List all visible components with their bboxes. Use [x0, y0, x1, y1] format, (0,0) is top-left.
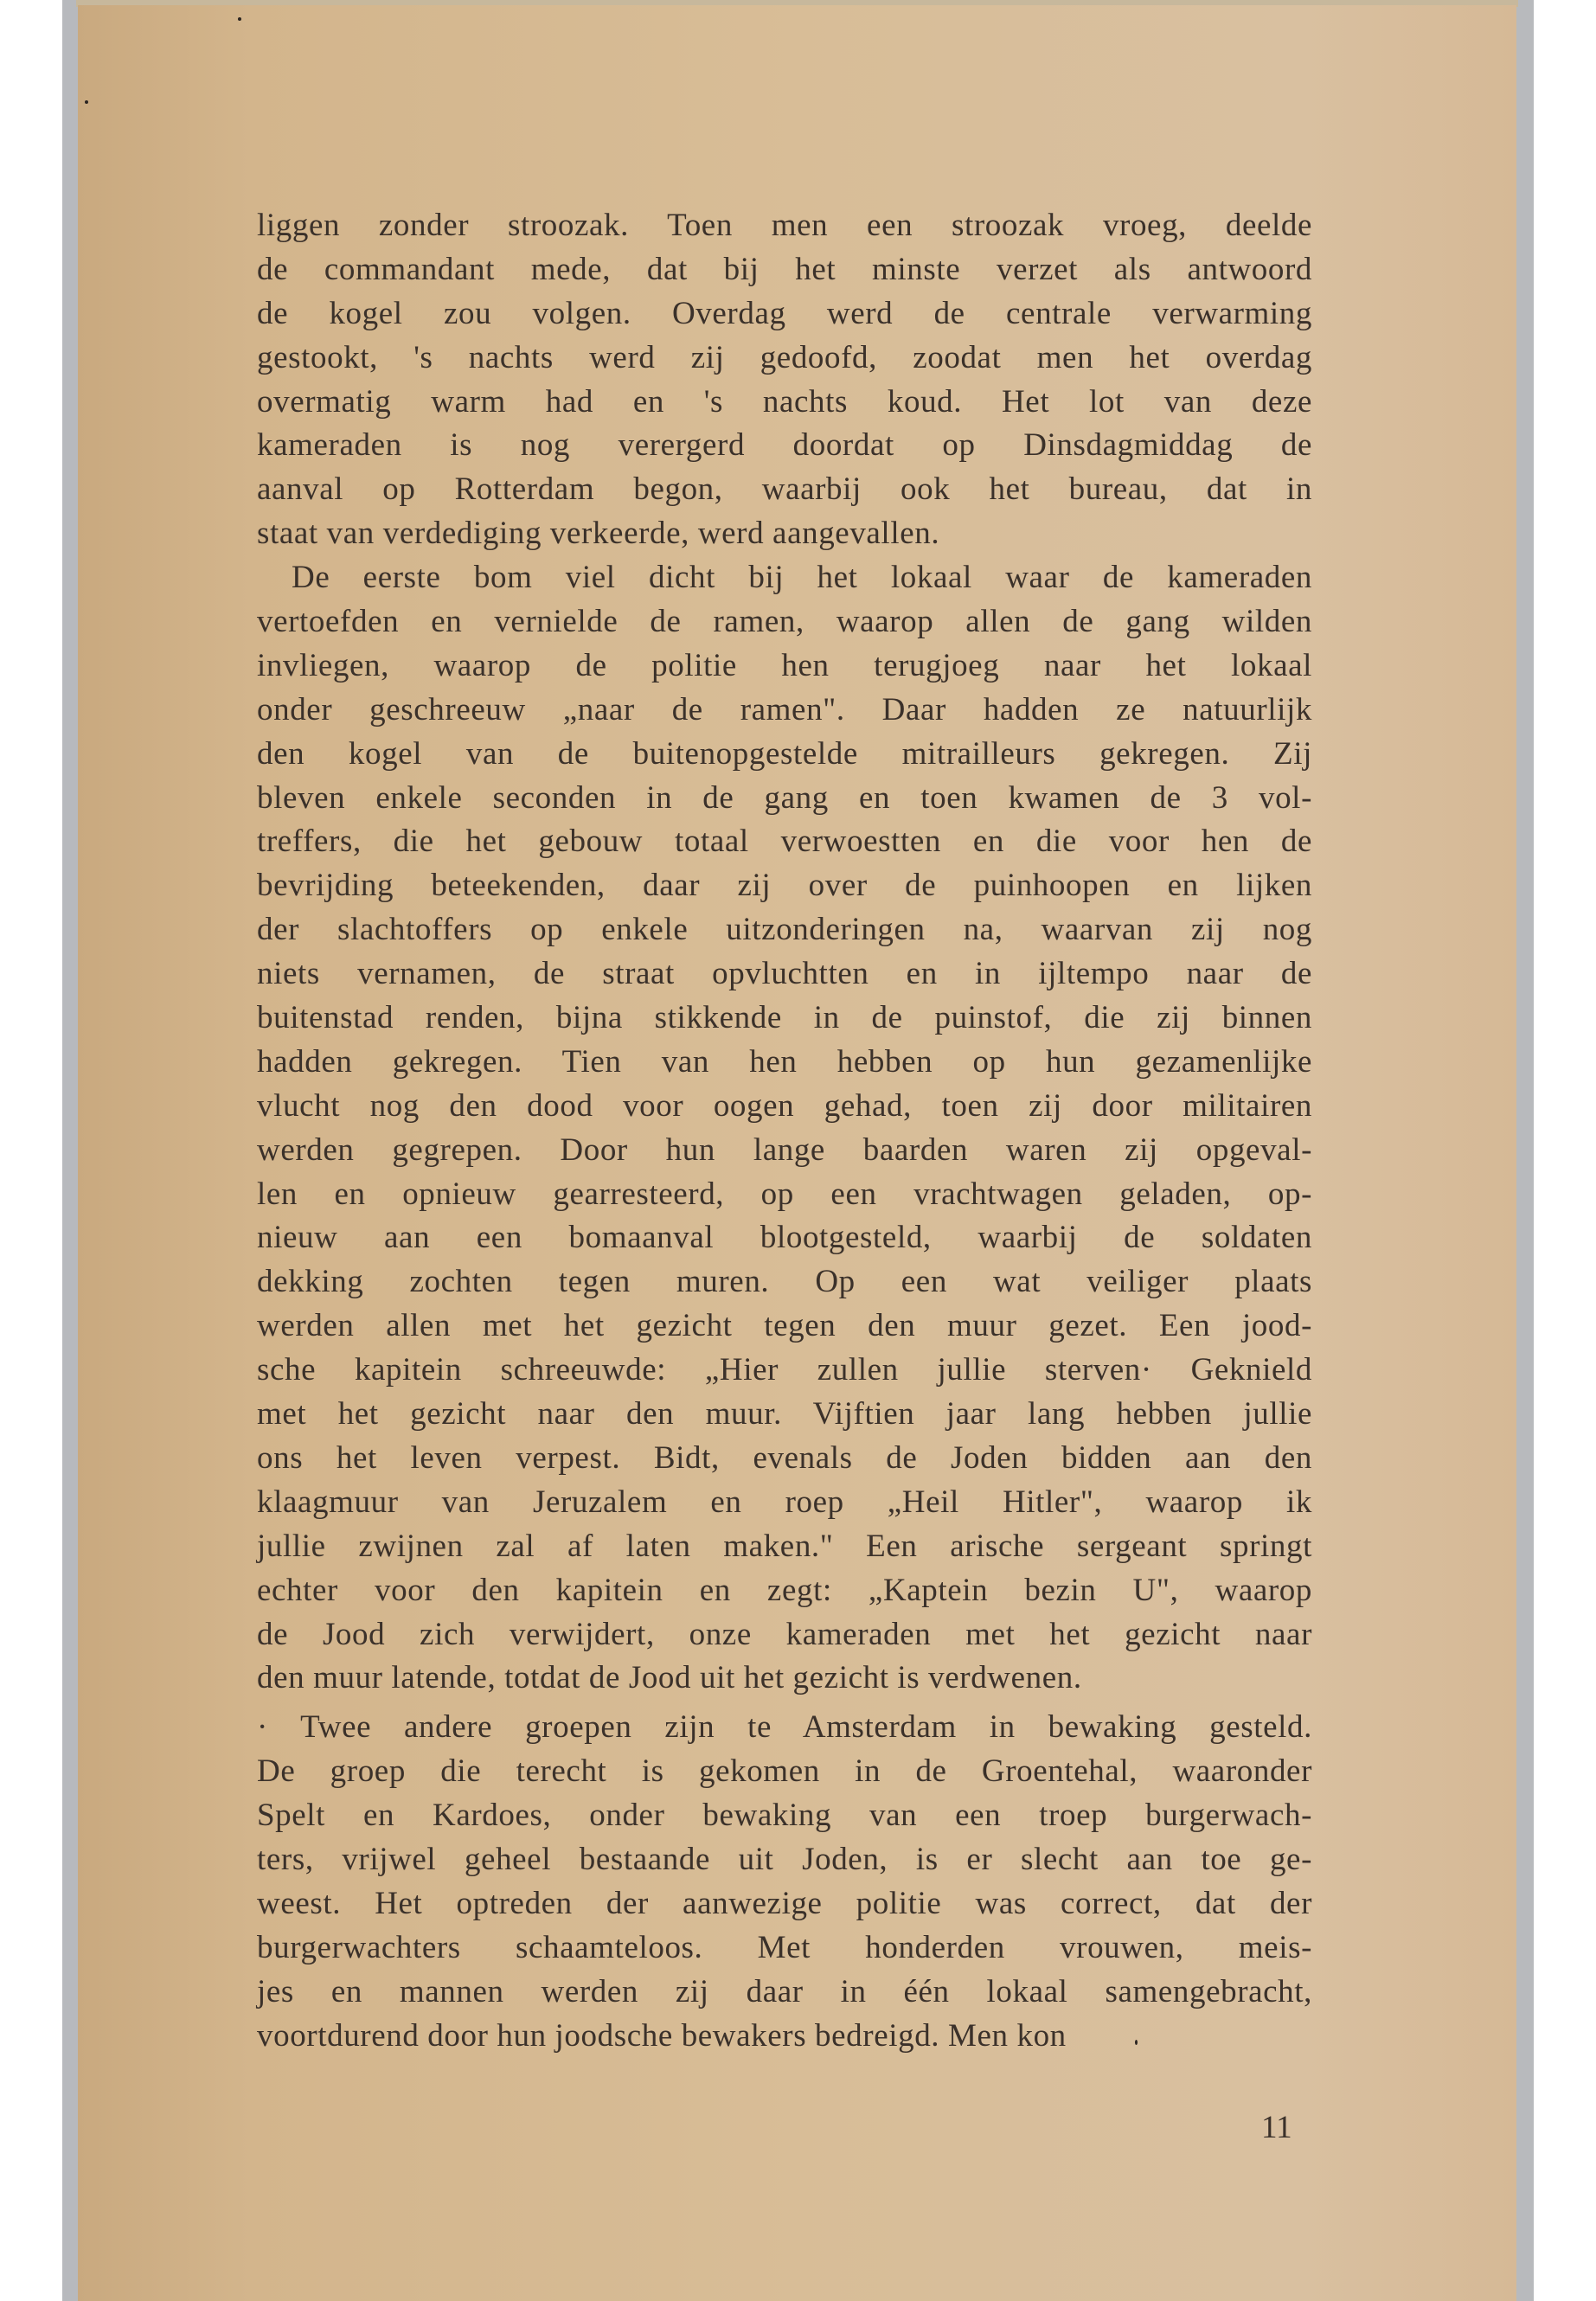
text-line: dekking zochten tegen muren. Op een wat veiliger plaats — [257, 1264, 1312, 1300]
text-line: werden gegrepen. Door hun lange baarden waren zij opgeval- — [257, 1131, 1312, 1168]
text-line: len en opnieuw gearresteerd, op een vrachtwagen geladen, op- — [257, 1176, 1312, 1212]
text-line: den muur latende, totdat de Jood uit het gezicht is verdwenen. — [257, 1660, 1082, 1696]
text-line: nieuw aan een bomaanval blootgesteld, waarbij de soldaten — [257, 1220, 1312, 1256]
body-text — [257, 204, 1312, 2058]
text-line: staat van verdediging verkeerde, werd aangevallen. — [257, 516, 940, 552]
text-line: klaagmuur van Jeruzalem en roep „Heil Hitler", waarop ik — [257, 1484, 1312, 1520]
text-line: · Twee andere groepen zijn te Amsterdam in bewaking gesteld. — [257, 1709, 1312, 1746]
paragraph — [257, 204, 1312, 556]
text-line: vertoefden en vernielde de ramen, waarop allen de gang wilden — [257, 604, 1312, 640]
text-line: ons het leven verpest. Bidt, evenals de Joden bidden aan den — [257, 1439, 1312, 1476]
text-line: voortdurend door hun joodsche bewakers bedreigd. Men kon — [257, 2017, 1067, 2054]
text-line: De eerste bom viel dicht bij het lokaal waar de kameraden — [292, 560, 1312, 596]
text-line: vlucht nog den dood voor oogen gehad, toen zij door militairen — [257, 1087, 1312, 1124]
text-line: gestookt, 's nachts werd zij gedoofd, zoodat men het overdag — [257, 339, 1312, 375]
paragraph — [257, 556, 1312, 1701]
text-line: jullie zwijnen zal af laten maken." Een arische sergeant springt — [257, 1528, 1312, 1564]
text-line: buitenstad renden, bijna stikkende in de puinstof, die zij binnen — [257, 1000, 1312, 1036]
text-line: echter voor den kapitein en zegt: „Kaptein bezin U", waarop — [257, 1572, 1312, 1608]
page-number: 11 — [1261, 2110, 1292, 2145]
paper-speck — [238, 17, 241, 21]
text-line: den kogel van de buitenopgestelde mitrailleurs gekregen. Zij — [257, 735, 1312, 772]
text-line: aanval op Rotterdam begon, waarbij ook het bureau, dat in — [257, 471, 1312, 508]
text-line: werden allen met het gezicht tegen den muur gezet. Een jood- — [257, 1308, 1312, 1344]
text-line: overmatig warm had en 's nachts koud. Het lot van deze — [257, 383, 1312, 420]
text-line: sche kapitein schreeuwde: „Hier zullen jullie sterven· Geknield — [257, 1352, 1312, 1388]
text-line: hadden gekregen. Tien van hen hebben op hun gezamenlijke — [257, 1043, 1312, 1080]
text-line: kameraden is nog verergerd doordat op Dinsdagmiddag de — [257, 427, 1312, 464]
text-line: der slachtoffers op enkele uitzonderingen na, waarvan zij nog — [257, 912, 1312, 948]
text-line: Spelt en Kardoes, onder bewaking van een troep burgerwach- — [257, 1798, 1312, 1834]
paper-speck — [85, 100, 88, 104]
text-line: ters, vrijwel geheel bestaande uit Joden, is er slecht aan toe ge- — [257, 1841, 1312, 1877]
scan-edge-left — [62, 0, 78, 2301]
scan-edge-right — [1516, 0, 1534, 2301]
text-line: liggen zonder stroozak. Toen men een stroozak vroeg, deelde — [257, 208, 1312, 243]
text-line: bleven enkele seconden in de gang en toen kwamen de 3 vol- — [257, 779, 1312, 816]
text-line: jes en mannen werden zij daar in één lokaal samengebracht, — [257, 1973, 1312, 2009]
text-line: de commandant mede, dat bij het minste verzet als antwoord — [257, 251, 1312, 287]
paragraph — [257, 1706, 1312, 2058]
text-line: De groep die terecht is gekomen in de Groentehal, waaronder — [257, 1753, 1312, 1790]
text-line: niets vernamen, de straat opvluchtten en in ijltempo naar de — [257, 956, 1312, 992]
text-line: met het gezicht naar den muur. Vijftien jaar lang hebben jullie — [257, 1396, 1312, 1433]
text-line: burgerwachters schaamteloos. Met honderden vrouwen, meis- — [257, 1929, 1312, 1965]
text-line: de kogel zou volgen. Overdag werd de centrale verwarming — [257, 295, 1312, 331]
text-line: treffers, die het gebouw totaal verwoestten en die voor hen de — [257, 824, 1312, 860]
text-line: weest. Het optreden der aanwezige politie was correct, dat der — [257, 1885, 1312, 1921]
text-line: de Jood zich verwijdert, onze kameraden met het gezicht naar — [257, 1616, 1312, 1652]
text-line: bevrijding beteekenden, daar zij over de puinhoopen en lijken — [257, 868, 1312, 904]
text-line: onder geschreeuw „naar de ramen". Daar hadden ze natuurlijk — [257, 691, 1312, 727]
text-line: invliegen, waarop de politie hen terugjoeg naar het lokaal — [257, 647, 1312, 683]
